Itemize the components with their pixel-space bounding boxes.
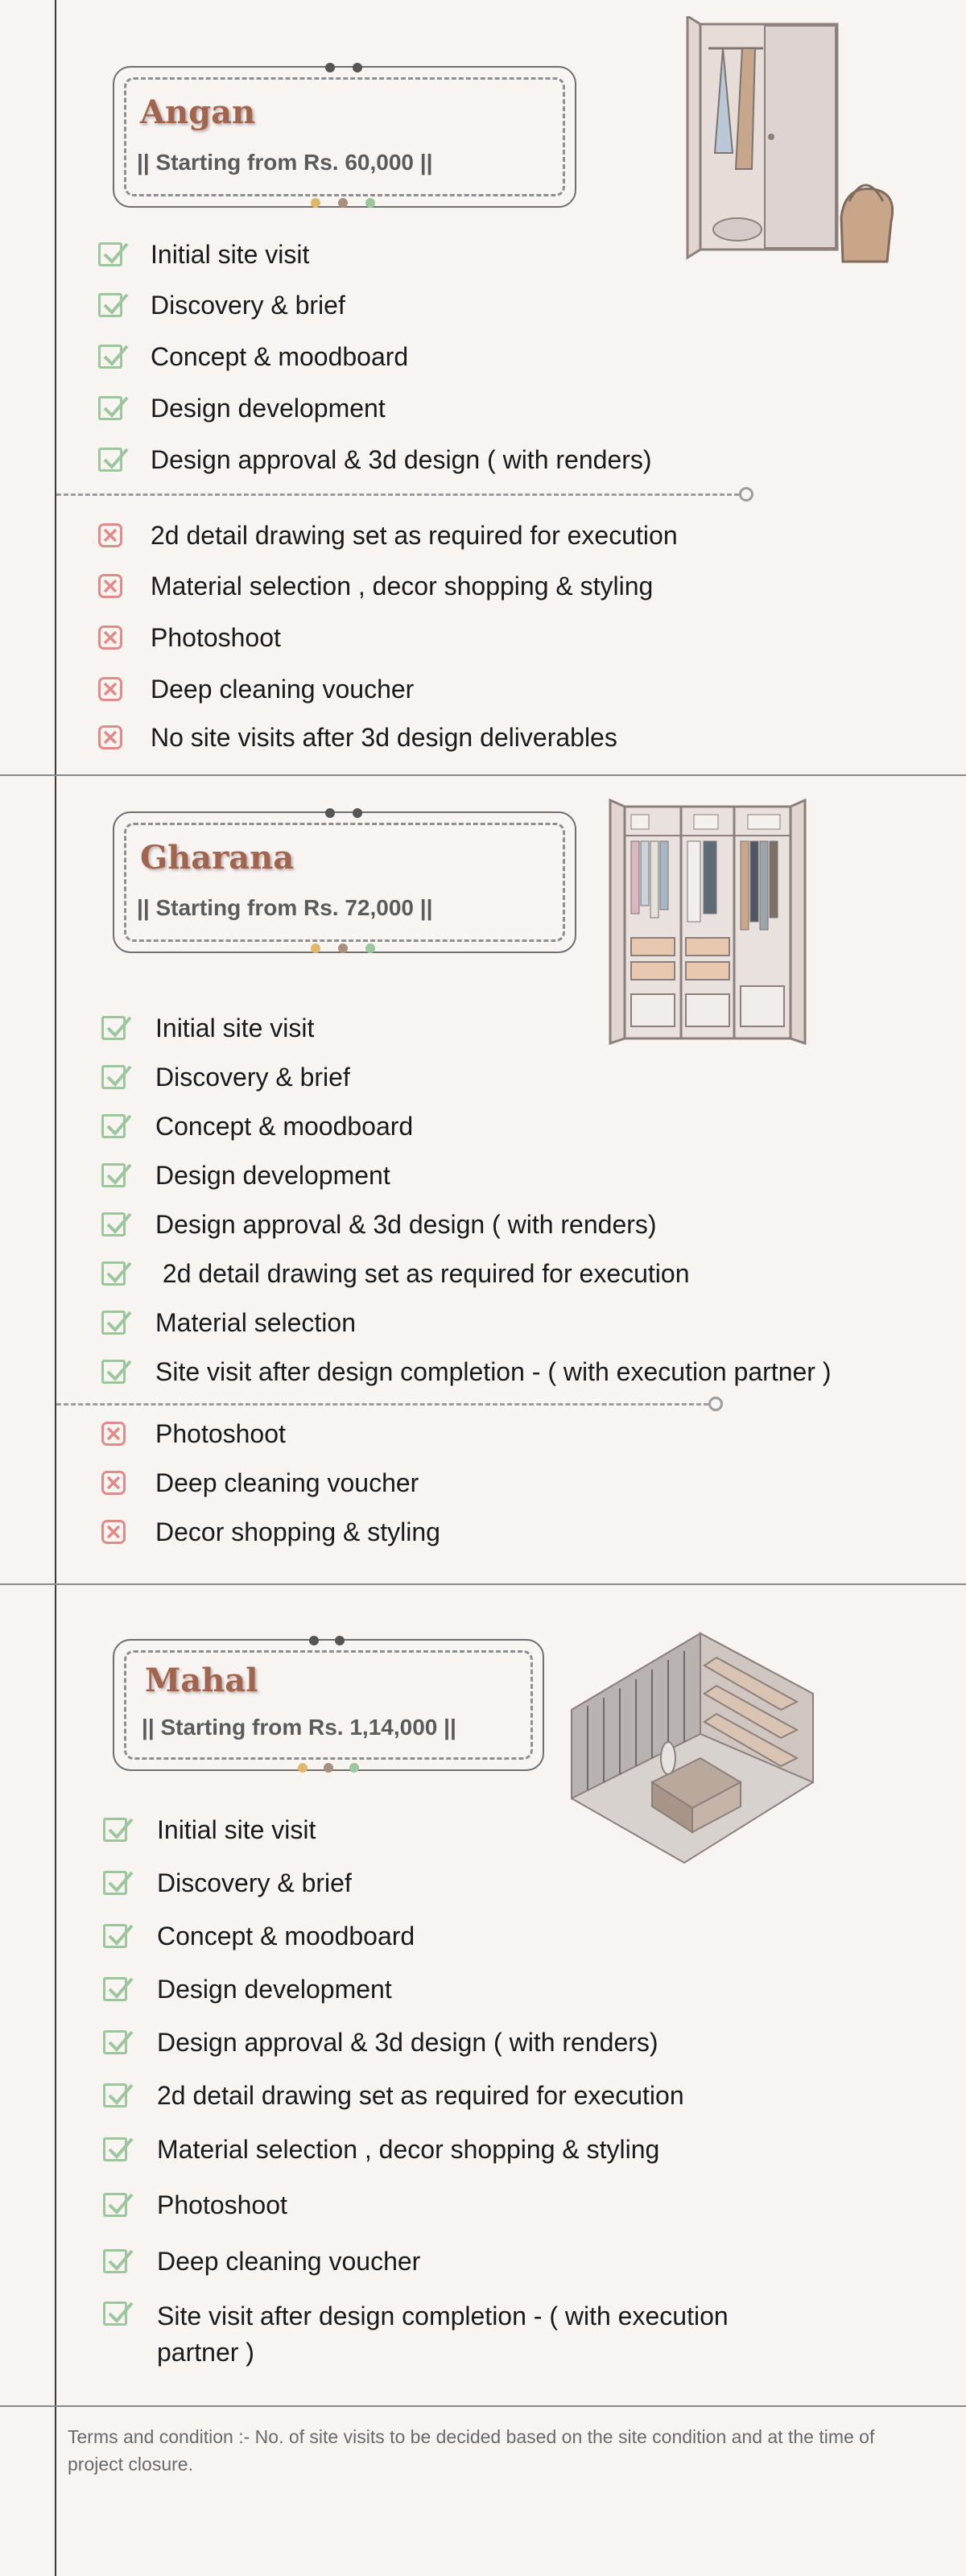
check-box-icon (103, 1871, 127, 1895)
list-item: Concept & moodboard (98, 337, 408, 376)
check-box-icon (98, 293, 122, 317)
list-item: Concept & moodboard (103, 1917, 415, 1955)
list-item: Initial site visit (103, 1810, 316, 1849)
check-box-icon (103, 1977, 127, 2001)
cross-box-icon (98, 677, 122, 701)
list-item: Deep cleaning voucher (103, 2242, 420, 2281)
cross-box-icon (98, 625, 122, 650)
list-item: Discovery & brief (98, 286, 345, 324)
check-box-icon (98, 448, 122, 472)
cross-box-icon (98, 725, 122, 749)
list-item: 2d detail drawing set as required for execution (101, 1254, 690, 1293)
check-box-icon (98, 396, 122, 420)
check-box-icon (103, 1818, 127, 1842)
section-divider (0, 774, 966, 776)
package-price: || Starting from Rs. 60,000 || (137, 150, 433, 175)
list-item: Photoshoot (103, 2186, 287, 2224)
dashed-divider (56, 493, 739, 496)
check-box-icon (101, 1261, 126, 1286)
walk-in-closet-icon (564, 1629, 821, 1871)
package-price: || Starting from Rs. 1,14,000 || (142, 1715, 456, 1740)
list-item: Photoshoot (98, 618, 281, 657)
list-item: Design development (101, 1156, 390, 1195)
section-divider (0, 1583, 966, 1585)
list-item: Design approval & 3d design ( with renders) (101, 1205, 657, 1244)
check-box-icon (103, 2030, 127, 2054)
check-box-icon (101, 1114, 126, 1138)
left-margin-rule (55, 0, 56, 2576)
package-card (113, 66, 576, 208)
list-item: Concept & moodboard (101, 1107, 413, 1146)
list-item: Site visit after design completion - ( with execution partner ) (101, 1352, 831, 1391)
list-item: Decor shopping & styling (101, 1513, 440, 1551)
list-item: Deep cleaning voucher (98, 670, 414, 708)
check-box-icon (101, 1163, 126, 1187)
cross-box-icon (101, 1471, 126, 1495)
package-title: Gharana (140, 839, 295, 877)
list-item: 2d detail drawing set as required for execution (98, 516, 678, 555)
check-box-icon (103, 2249, 127, 2273)
list-item: Initial site visit (101, 1009, 314, 1047)
package-card (113, 811, 576, 953)
list-item: Design approval & 3d design ( with renders) (103, 2023, 658, 2062)
section-divider (0, 2405, 966, 2407)
wardrobe-open-door-icon (684, 16, 894, 266)
list-item: Discovery & brief (103, 1864, 352, 1902)
dashed-divider (56, 1403, 708, 1406)
cross-box-icon (101, 1520, 126, 1544)
list-item: Material selection , decor shopping & styling (98, 567, 653, 605)
check-box-icon (101, 1065, 126, 1089)
list-item: Initial site visit (98, 235, 309, 274)
check-box-icon (98, 345, 122, 369)
terms-and-conditions: Terms and condition :- No. of site visits to be decided based on the site condition and at the time of project closure. (68, 2426, 875, 2475)
list-item: Site visit after design completion - ( with execution partner ) (103, 2298, 737, 2371)
list-item: Deep cleaning voucher (101, 1463, 419, 1502)
cross-box-icon (101, 1422, 126, 1446)
check-box-icon (101, 1212, 126, 1236)
package-price: || Starting from Rs. 72,000 || (137, 895, 433, 920)
list-item: Design development (98, 389, 386, 427)
package-card (113, 1639, 544, 1771)
check-box-icon (103, 2083, 127, 2107)
cross-box-icon (98, 523, 122, 547)
list-item: Photoshoot (101, 1414, 286, 1453)
list-item: Design development (103, 1970, 392, 2008)
package-title: Angan (140, 93, 256, 131)
cross-box-icon (98, 574, 122, 598)
check-box-icon (103, 1924, 127, 1948)
list-item: Material selection , decor shopping & styling (103, 2130, 659, 2169)
list-item: Design approval & 3d design ( with renders) (98, 440, 652, 479)
package-title: Mahal (145, 1662, 258, 1699)
check-box-icon (101, 1016, 126, 1040)
wardrobe-full-icon (607, 797, 808, 1046)
list-item: Discovery & brief (101, 1058, 350, 1096)
check-box-icon (103, 2301, 127, 2326)
list-item: 2d detail drawing set as required for execution (103, 2076, 684, 2115)
check-box-icon (101, 1360, 126, 1384)
check-box-icon (98, 242, 122, 266)
check-box-icon (101, 1311, 126, 1335)
check-box-icon (103, 2193, 127, 2217)
list-item: No site visits after 3d design deliverables (98, 718, 617, 757)
list-item: Material selection (101, 1303, 356, 1342)
check-box-icon (103, 2137, 127, 2161)
